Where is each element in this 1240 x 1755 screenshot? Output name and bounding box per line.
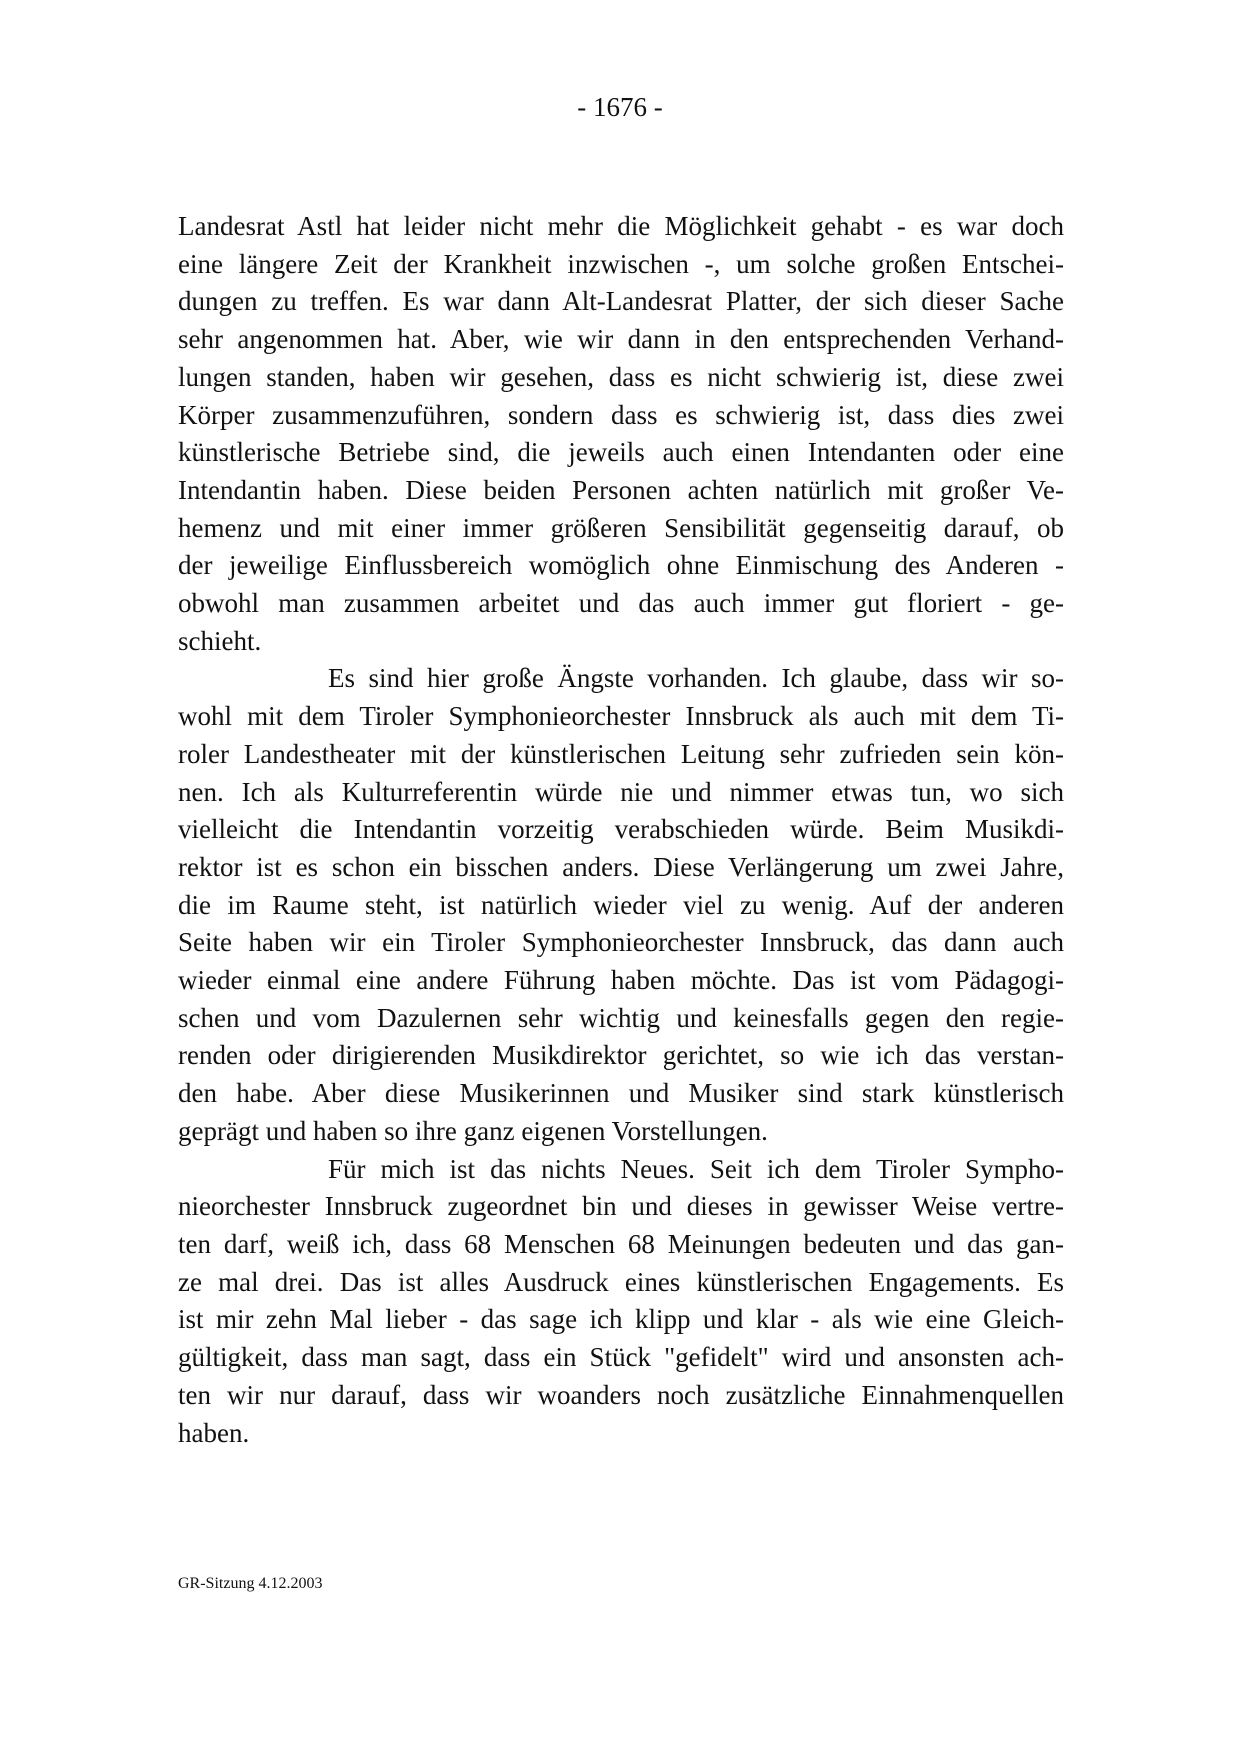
text-line: Seite haben wir ein Tiroler Symphonieorchester Innsbruck, das dann auch [178,927,1064,958]
text-line: Es sind hier große Ängste vorhanden. Ich glaube, dass wir so- [328,663,1064,694]
text-line: haben. [178,1417,250,1448]
text-line: wieder einmal eine andere Führung haben möchte. Das ist vom Pädagogi- [178,965,1064,996]
text-line: Landesrat Astl hat leider nicht mehr die Möglichkeit gehabt - es war doch [178,211,1064,241]
text-line: eine längere Zeit der Krankheit inzwischen -, um solche großen Entschei- [178,248,1064,279]
text-line: der jeweilige Einflussbereich womöglich ohne Einmischung des Anderen - [178,550,1064,581]
paragraph-2 [178,660,1064,1150]
paragraph-1 [178,208,1064,660]
page-number: - 1676 - [577,92,663,122]
text-line: ten darf, weiß ich, dass 68 Menschen 68 Meinungen bedeuten und das gan- [178,1228,1064,1259]
text-line: Intendantin haben. Diese beiden Personen achten natürlich mit großer Ve- [178,474,1064,505]
text-line: dungen zu treffen. Es war dann Alt-Landesrat Platter, der sich dieser Sache [178,286,1064,317]
text-line: die im Raume steht, ist natürlich wieder viel zu wenig. Auf der anderen [178,889,1064,920]
text-line: nen. Ich als Kulturreferentin würde nie und nimmer etwas tun, wo sich [178,776,1064,807]
text-line: lungen standen, haben wir gesehen, dass es nicht schwierig ist, diese zwei [178,361,1064,392]
text-line: schieht. [178,625,262,656]
text-line: geprägt und haben so ihre ganz eigenen Vorstellungen. [178,1115,768,1146]
text-line: rektor ist es schon ein bisschen anders. Diese Verlängerung um zwei Jahre, [178,851,1064,882]
text-line: nieorchester Innsbruck zugeordnet bin und dieses in gewisser Weise vertre- [178,1191,1064,1222]
text-line: renden oder dirigierenden Musikdirektor gerichtet, so wie ich das verstan- [178,1040,1064,1071]
text-line: ist mir zehn Mal lieber - das sage ich klipp und klar - als wie eine Gleich- [178,1304,1064,1335]
text-line: ten wir nur darauf, dass wir woanders noch zusätzliche Einnahmenquellen [178,1379,1064,1410]
text-line: gültigkeit, dass man sagt, dass ein Stück "gefidelt" wird und ansonsten ach- [178,1342,1064,1373]
text-line: wohl mit dem Tiroler Symphonieorchester Innsbruck als auch mit dem Ti- [178,701,1064,732]
footer-session-date: GR-Sitzung 4.12.2003 [178,1575,323,1592]
text-line: künstlerische Betriebe sind, die jeweils auch einen Intendanten oder eine [178,437,1064,468]
text-line: Körper zusammenzuführen, sondern dass es schwierig ist, dass dies zwei [178,399,1064,430]
text-line: roler Landestheater mit der künstlerischen Leitung sehr zufrieden sein kön- [178,738,1064,769]
text-line: sehr angenommen hat. Aber, wie wir dann in den entsprechenden Verhand- [178,324,1064,355]
text-line: schen und vom Dazulernen sehr wichtig und keinesfalls gegen den regie- [178,1002,1064,1033]
text-line: obwohl man zusammen arbeitet und das auch immer gut floriert - ge- [178,588,1064,619]
body-text [178,208,1064,1452]
text-line: Für mich ist das nichts Neues. Seit ich dem Tiroler Sympho- [328,1153,1064,1184]
text-line: ze mal drei. Das ist alles Ausdruck eines künstlerischen Engagements. Es [178,1266,1064,1297]
text-line: vielleicht die Intendantin vorzeitig verabschieden würde. Beim Musikdi- [178,814,1064,845]
text-line: den habe. Aber diese Musikerinnen und Musiker sind stark künstlerisch [178,1078,1064,1109]
paragraph-3 [178,1151,1064,1453]
text-line: hemenz und mit einer immer größeren Sensibilität gegenseitig darauf, ob [178,512,1064,543]
